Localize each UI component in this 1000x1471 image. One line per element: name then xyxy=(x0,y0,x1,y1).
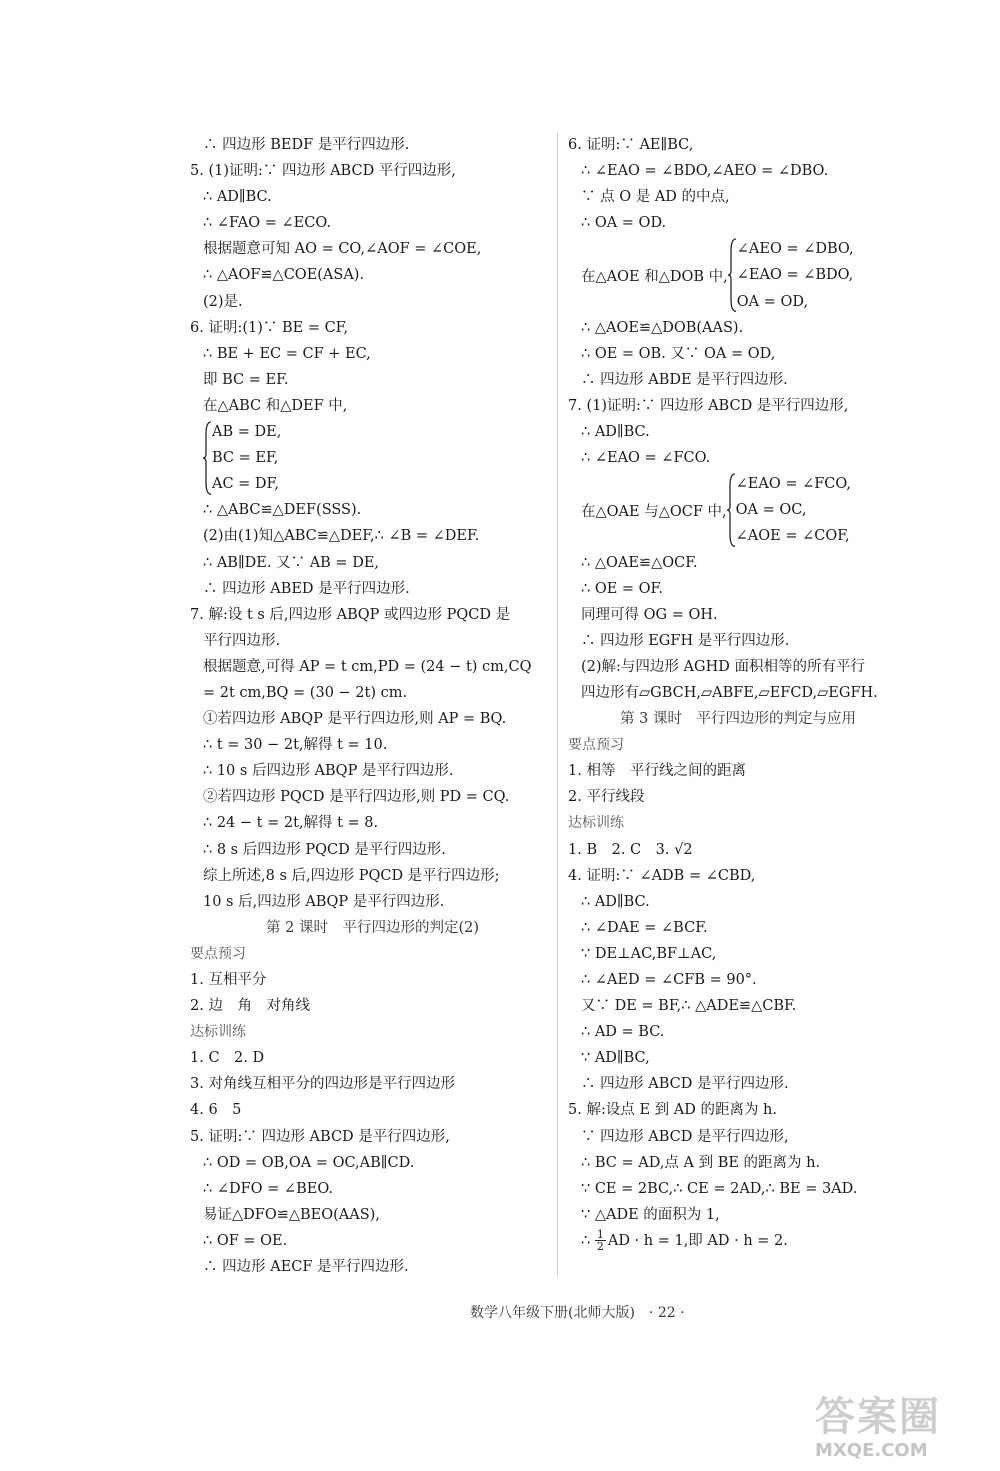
system-row: ∠EAO = ∠FCO, xyxy=(735,476,852,493)
text-line: ∴ △ABC≌△DEF(SSS). xyxy=(203,502,362,519)
text-line: ∴ AD∥BC. xyxy=(203,189,272,206)
fraction-prefix: ∴ xyxy=(581,1232,595,1249)
text-line: 4. 6 5 xyxy=(190,1102,242,1119)
text-line: ∴ ∠FAO = ∠ECO. xyxy=(203,215,331,232)
text-line: 综上所述,8 s 后,四边形 PQCD 是平行四边形; xyxy=(203,867,500,884)
fraction xyxy=(595,1229,606,1252)
equation-system xyxy=(190,419,555,497)
text-line: ∴ 四边形 BEDF 是平行四边形. xyxy=(203,137,410,153)
text-line: ∴ ∠DAE = ∠BCF. xyxy=(581,919,708,936)
fraction-suffix: AD · h = 1,即 AD · h = 2. xyxy=(607,1232,788,1249)
text-line: ∴ △AOE≌△DOB(AAS). xyxy=(581,319,744,336)
system-row: ∠AOE = ∠COF, xyxy=(735,528,850,545)
equation-system xyxy=(568,471,908,549)
text-line: 根据题意,可得 AP = t cm,PD = (24 − t) cm,CQ xyxy=(203,658,532,675)
system-prefix: 在△AOE 和△DOB 中, xyxy=(581,269,728,286)
left-column xyxy=(190,132,555,1280)
text-line: 平行四边形. xyxy=(203,632,281,649)
text-line: 3. 对角线互相平分的四边形是平行四边形 xyxy=(190,1076,455,1093)
system-row: AC = DF, xyxy=(212,476,279,493)
text-line: 5. 解:设点 E 到 AD 的距离为 h. xyxy=(568,1102,778,1119)
text-line: ∴ OE = OB. 又∵ OA = OD, xyxy=(581,345,776,362)
system-row: BC = EF, xyxy=(212,450,279,467)
fraction-denominator: 2 xyxy=(596,1240,604,1254)
text-line: ∴ 四边形 ABED 是平行四边形. xyxy=(203,580,410,597)
text-line: ∵ 四边形 ABCD 是平行四边形, xyxy=(581,1128,789,1145)
text-line: ①若四边形 ABQP 是平行四边形,则 AP = BQ. xyxy=(203,711,507,728)
text-line: ∴ △AOF≌△COE(ASA). xyxy=(203,267,365,284)
text-line: ∴ 四边形 ABDE 是平行四边形. xyxy=(581,371,788,388)
text-line: 同理可得 OG = OH. xyxy=(581,606,718,623)
text-line: 5. (1)证明:∵ 四边形 ABCD 平行四边形, xyxy=(190,163,456,180)
text-line: 1. B 2. C 3. √2 xyxy=(568,841,693,858)
text-line: = 2t cm,BQ = (30 − 2t) cm. xyxy=(203,684,408,701)
text-line: 2. 平行线段 xyxy=(568,789,645,806)
text-line: ∵ 点 O 是 AD 的中点, xyxy=(581,189,730,206)
text-line: ∴ AD∥BC. xyxy=(581,893,650,910)
text-line: 5. 证明:∵ 四边形 ABCD 是平行四边形, xyxy=(190,1128,450,1145)
text-line: 根据题意可知 AO = CO,∠AOF = ∠COE, xyxy=(203,241,482,258)
fraction-numerator: 1 xyxy=(596,1228,604,1242)
text-line: 1. C 2. D xyxy=(190,1050,265,1067)
text-line: 即 BC = EF. xyxy=(203,371,289,388)
text-line: ∴ 8 s 后四边形 PQCD 是平行四边形. xyxy=(203,841,446,858)
fraction-line xyxy=(568,1228,908,1254)
text-line: 6. 证明:∵ AE∥BC, xyxy=(568,137,694,153)
text-line: ∴ 四边形 AECF 是平行四边形. xyxy=(203,1259,409,1276)
text-line: 易证△DFO≌△BEO(AAS), xyxy=(203,1206,380,1223)
text-line: 在△ABC 和△DEF 中, xyxy=(203,397,348,414)
section-heading: 达标训练 xyxy=(190,1024,246,1041)
text-line: ∴ 10 s 后四边形 ABQP 是平行四边形. xyxy=(203,763,454,780)
text-line: ∴ OA = OD. xyxy=(581,215,667,232)
text-line: ∵ DE⊥AC,BF⊥AC, xyxy=(581,945,717,962)
text-line: 6. 证明:(1)∵ BE = CF, xyxy=(190,319,349,336)
watermark-text: 答案圈 xyxy=(815,1394,941,1440)
text-line: ∴ BC = AD,点 A 到 BE 的距离为 h. xyxy=(581,1154,821,1171)
text-line: (2)解:与四边形 AGHD 面积相等的所有平行 xyxy=(581,658,865,675)
system-row: ∠AEO = ∠DBO, xyxy=(736,241,854,258)
equation-system xyxy=(568,236,908,314)
text-line: ∴ AD = BC. xyxy=(581,1024,665,1041)
system-row: OA = OC, xyxy=(735,502,807,519)
text-line: (2)是. xyxy=(203,293,243,310)
lesson-heading: 第 2 课时 平行四边形的判定(2) xyxy=(266,919,479,936)
text-line: ∴ 四边形 ABCD 是平行四边形. xyxy=(581,1076,789,1093)
section-heading: 达标训练 xyxy=(568,815,624,832)
text-line: 1. 相等 平行线之间的距离 xyxy=(568,763,746,780)
watermark-logo xyxy=(815,1385,965,1465)
text-line: ∴ AB∥DE. 又∵ AB = DE, xyxy=(203,554,380,571)
section-heading: 要点预习 xyxy=(568,737,624,754)
lesson-heading: 第 3 课时 平行四边形的判定与应用 xyxy=(620,711,856,728)
text-line: ∵ CE = 2BC,∴ CE = 2AD,∴ BE = 3AD. xyxy=(581,1180,858,1197)
text-line: ∴ AD∥BC. xyxy=(581,424,650,441)
text-line: ∴ BE + EC = CF + EC, xyxy=(203,345,371,362)
brace-icon xyxy=(203,421,212,495)
text-line: 4. 证明:∵ ∠ADB = ∠CBD, xyxy=(568,867,756,884)
text-line: 7. 解:设 t s 后,四边形 ABQP 或四边形 PQCD 是 xyxy=(190,606,511,623)
text-line: ∵ AD∥BC, xyxy=(581,1050,650,1067)
section-heading: 要点预习 xyxy=(190,945,246,962)
text-line: ∴ △OAE≌△OCF. xyxy=(581,554,698,571)
text-line: 10 s 后,四边形 ABQP 是平行四边形. xyxy=(203,893,445,910)
brace-icon xyxy=(728,238,737,312)
text-line: ∴ 24 − t = 2t,解得 t = 8. xyxy=(203,815,379,832)
text-line: ∴ ∠DFO = ∠BEO. xyxy=(203,1180,333,1197)
text-line: ∴ OF = OE. xyxy=(203,1232,288,1249)
brace-icon xyxy=(727,473,736,547)
text-line: 四边形有▱GBCH,▱ABFE,▱EFCD,▱EGFH. xyxy=(581,684,878,701)
system-prefix: 在△OAE 与△OCF 中, xyxy=(581,503,727,520)
text-line: ∴ ∠AED = ∠CFB = 90°. xyxy=(581,972,757,988)
text-line: 7. (1)证明:∵ 四边形 ABCD 是平行四边形, xyxy=(568,397,849,414)
column-divider xyxy=(557,132,558,1277)
text-line: ∵ △ADE 的面积为 1, xyxy=(581,1206,720,1223)
right-column xyxy=(568,132,908,1254)
text-line: ∴ t = 30 − 2t,解得 t = 10. xyxy=(203,737,388,754)
page-footer: 数学八年级下册(北师大版) · 22 · xyxy=(470,1305,685,1321)
watermark-url: MXQE.COM xyxy=(815,1440,928,1461)
text-line: 又∵ DE = BF,∴ △ADE≌△CBF. xyxy=(581,998,797,1015)
system-row: OA = OD, xyxy=(736,293,809,310)
text-line: ∴ OD = OB,OA = OC,AB∥CD. xyxy=(203,1154,415,1171)
text-line: ②若四边形 PQCD 是平行四边形,则 PD = CQ. xyxy=(203,789,510,806)
text-line: ∴ ∠EAO = ∠FCO. xyxy=(581,450,711,467)
text-line: ∴ OE = OF. xyxy=(581,580,663,597)
text-line: ∴ 四边形 EGFH 是平行四边形. xyxy=(581,632,790,649)
text-line: ∴ ∠EAO = ∠BDO,∠AEO = ∠DBO. xyxy=(581,163,829,180)
system-row: AB = DE, xyxy=(212,424,282,441)
text-line: 1. 互相平分 xyxy=(190,972,267,988)
text-line: (2)由(1)知△ABC≌△DEF,∴ ∠B = ∠DEF. xyxy=(203,528,480,545)
text-line: 2. 边 角 对角线 xyxy=(190,998,310,1015)
system-row: ∠EAO = ∠BDO, xyxy=(736,267,854,284)
